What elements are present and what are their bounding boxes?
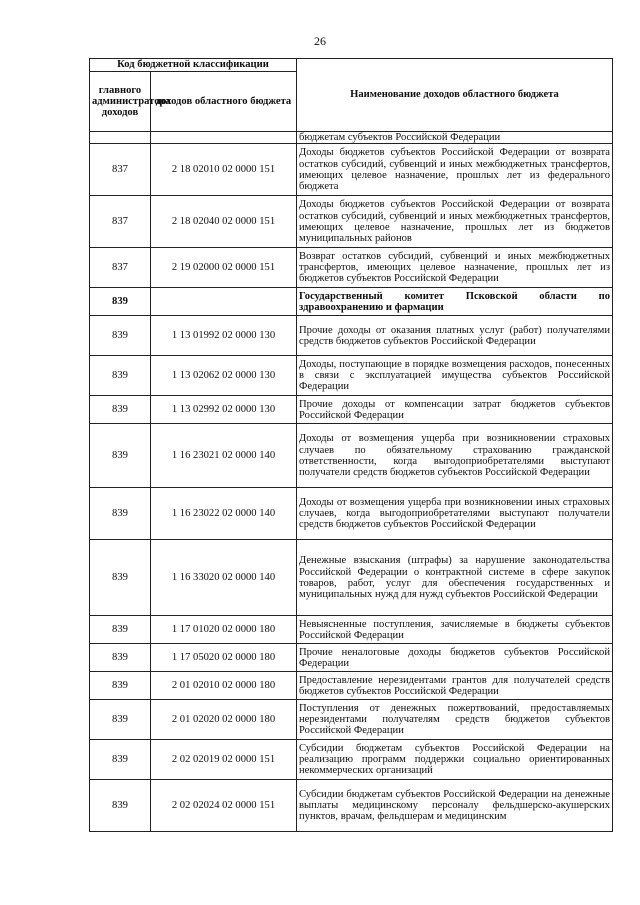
table-row: [90, 396, 613, 424]
table-row: [90, 540, 613, 616]
table-row: [90, 132, 613, 144]
admin-code-cell: 839: [90, 700, 151, 740]
income-code-cell: 2 18 02040 02 0000 151: [151, 196, 297, 248]
admin-code-cell: 839: [90, 488, 151, 540]
table-row: [90, 740, 613, 780]
income-code-cell: 2 19 02000 02 0000 151: [151, 248, 297, 288]
table-body: [90, 132, 613, 832]
income-code-cell: 1 13 02992 02 0000 130: [151, 396, 297, 424]
table-row: [90, 356, 613, 396]
admin-code-cell: 839: [90, 672, 151, 700]
table-row: [90, 700, 613, 740]
admin-code-cell: [90, 132, 151, 144]
admin-code-cell: 839: [90, 356, 151, 396]
income-code-cell: 1 16 23021 02 0000 140: [151, 424, 297, 488]
income-name-cell: Субсидии бюджетам субъектов Российской Федерации на реализацию программ поддержки социально ориентированных некоммерческих организаций: [297, 740, 613, 780]
table-row: [90, 316, 613, 356]
income-name-cell: Доходы, поступающие в порядке возмещения расходов, понесенных в связи с эксплуатацией имущества субъектов Российской Федерации: [297, 356, 613, 396]
admin-code-cell: 839: [90, 780, 151, 832]
income-code-cell: 2 02 02019 02 0000 151: [151, 740, 297, 780]
income-name-cell: бюджетам субъектов Российской Федерации: [297, 132, 613, 144]
admin-code-cell: 837: [90, 144, 151, 196]
income-name-cell: Прочие неналоговые доходы бюджетов субъектов Российской Федерации: [297, 644, 613, 672]
table-row: [90, 644, 613, 672]
income-name-cell: Доходы бюджетов субъектов Российской Федерации от возврата остатков субсидий, субвенций и иных межбюджетных трансфертов, имеющих целевое назначение, прошлых лет из федерального бюджета: [297, 144, 613, 196]
table-row: [90, 248, 613, 288]
income-code-cell: 1 16 33020 02 0000 140: [151, 540, 297, 616]
income-code-cell: 1 17 01020 02 0000 180: [151, 616, 297, 644]
income-name-cell: Предоставление нерезидентами грантов для получателей средств бюджетов субъектов Российской Федерации: [297, 672, 613, 700]
income-code-cell: 1 16 23022 02 0000 140: [151, 488, 297, 540]
admin-code-cell: 839: [90, 316, 151, 356]
income-code-cell: 1 13 01992 02 0000 130: [151, 316, 297, 356]
income-code-cell: 1 17 05020 02 0000 180: [151, 644, 297, 672]
admin-code-cell: 837: [90, 248, 151, 288]
income-code-cell: 1 13 02062 02 0000 130: [151, 356, 297, 396]
income-name-cell: Невыясненные поступления, зачисляемые в бюджеты субъектов Российской Федерации: [297, 616, 613, 644]
table-row: [90, 672, 613, 700]
admin-code-cell: 839: [90, 396, 151, 424]
header-income: доходов областного бюджета: [151, 72, 297, 132]
income-code-cell: 2 02 02024 02 0000 151: [151, 780, 297, 832]
header-code-group: Код бюджетной классификации: [90, 59, 297, 72]
income-name-cell: Государственный комитет Псковской области по здравоохранению и фармации: [297, 288, 613, 316]
admin-code-cell: 839: [90, 424, 151, 488]
table-row: [90, 488, 613, 540]
header-name-text: Наименование доходов областного бюджета: [350, 89, 559, 101]
income-code-cell: [151, 132, 297, 144]
admin-code-cell: 839: [90, 288, 151, 316]
income-name-cell: Доходы от возмещения ущерба при возникновении страховых случаев по обязательному страхованию гражданской ответственности, когда выгодоприобретателями выступают получатели средств бюджетов субъектов Российской Федерации: [297, 424, 613, 488]
admin-code-cell: 839: [90, 644, 151, 672]
table-header: [90, 59, 613, 132]
page-number: 26: [314, 34, 326, 48]
income-name-cell: Субсидии бюджетам субъектов Российской Федерации на денежные выплаты медицинскому персоналу фельдшерско-акушерских пунктов, врачам, фельдшерам и медицинским: [297, 780, 613, 832]
income-code-cell: 2 01 02010 02 0000 180: [151, 672, 297, 700]
income-code-cell: [151, 288, 297, 316]
admin-code-cell: 839: [90, 540, 151, 616]
income-name-cell: Прочие доходы от компенсации затрат бюджетов субъектов Российской Федерации: [297, 396, 613, 424]
table-row: [90, 616, 613, 644]
header-admin: главного администратора доходов: [90, 72, 151, 132]
income-name-cell: Прочие доходы от оказания платных услуг (работ) получателями средств бюджетов субъектов Российской Федерации: [297, 316, 613, 356]
admin-code-cell: 839: [90, 740, 151, 780]
table-row: [90, 196, 613, 248]
table-row: [90, 288, 613, 316]
income-name-cell: Доходы от возмещения ущерба при возникновении иных страховых случаев, когда выгодоприобретателями выступают получатели средств бюджетов субъектов Российской Федерации: [297, 488, 613, 540]
income-name-cell: Доходы бюджетов субъектов Российской Федерации от возврата остатков субсидий, субвенций и иных межбюджетных трансфертов, имеющих целевое назначение, прошлых лет из бюджетов муниципальных районов: [297, 196, 613, 248]
income-code-cell: 2 01 02020 02 0000 180: [151, 700, 297, 740]
income-code-cell: 2 18 02010 02 0000 151: [151, 144, 297, 196]
header-name: [297, 59, 613, 132]
admin-code-cell: 837: [90, 196, 151, 248]
budget-classification-table: [89, 58, 613, 832]
income-name-cell: Поступления от денежных пожертвований, предоставляемых нерезидентами получателям средств бюджетов субъектов Российской Федерации: [297, 700, 613, 740]
table-row: [90, 424, 613, 488]
income-name-cell: Возврат остатков субсидий, субвенций и иных межбюджетных трансфертов, имеющих целевое назначение, прошлых лет из бюджетов субъектов Российской Федерации: [297, 248, 613, 288]
admin-code-cell: 839: [90, 616, 151, 644]
income-name-cell: Денежные взыскания (штрафы) за нарушение законодательства Российской Федерации о контрактной системе в сфере закупок товаров, работ, услуг для обеспечения государственных и муниципальных нужд для нужд субъектов Российской Федерации: [297, 540, 613, 616]
table-row: [90, 144, 613, 196]
table-row: [90, 780, 613, 832]
